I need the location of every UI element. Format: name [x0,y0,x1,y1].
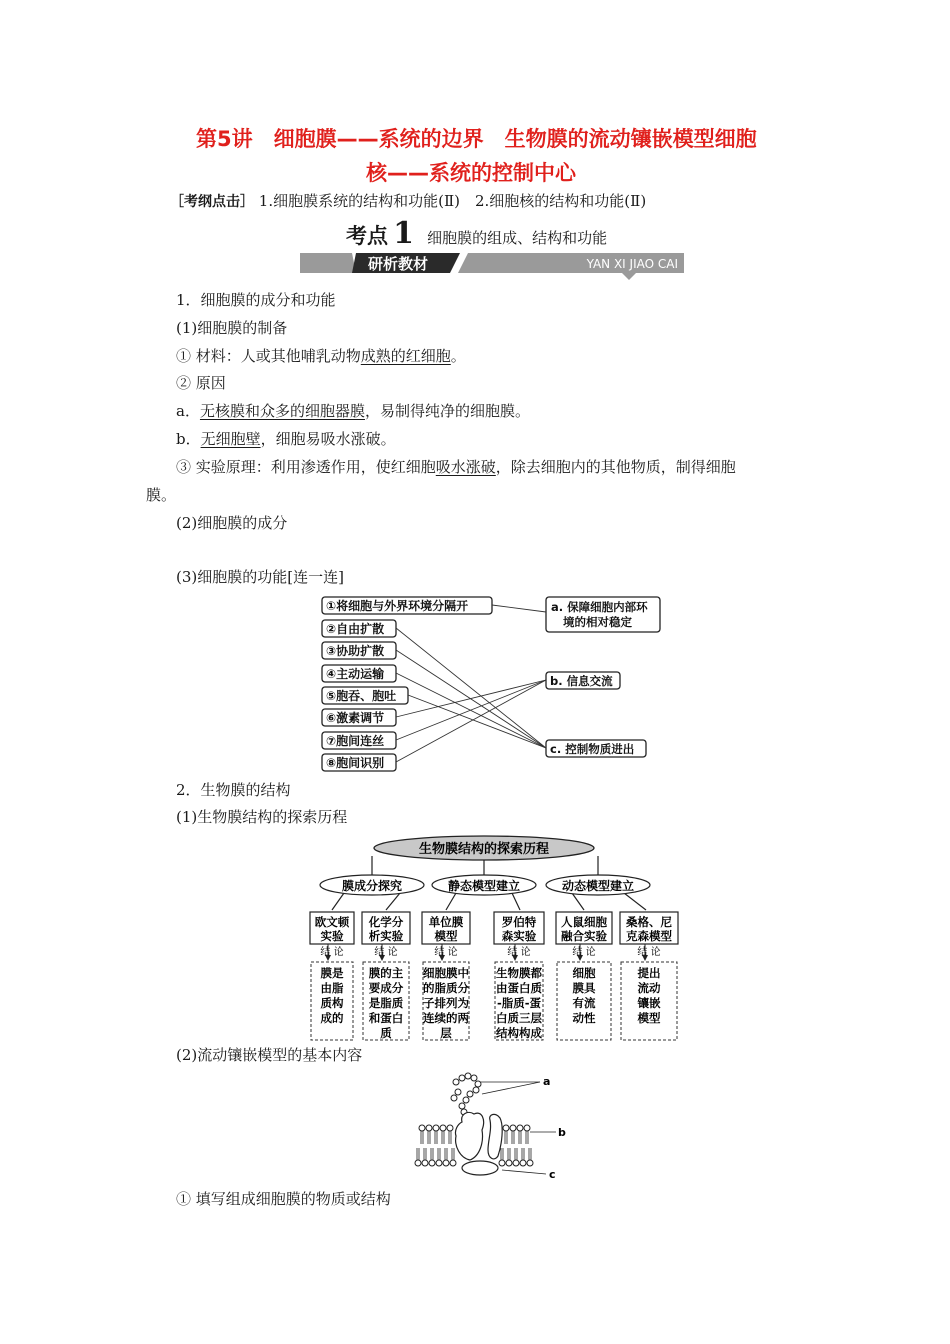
sec1-sub2: (2)细胞膜的成分 [176,514,288,532]
experiment-4-line-1: 罗伯特 [501,915,537,929]
principle-line [176,456,736,478]
connector-cat2-exp3 [446,893,456,910]
result-3-line-2: 的脂质分 [423,981,469,995]
category-1: 膜成分探究 [341,879,403,893]
phospholipid-top [447,1125,453,1144]
result-4-line-3: -脂质-蛋 [496,996,542,1010]
sec1-heading: 1．细胞膜的成分和功能 [176,291,336,309]
outline-line [170,190,646,213]
banner-left-bar [300,253,356,273]
right-item-a-line2: 境的相对稳定 [563,615,632,629]
sec1-sub1: (1)细胞膜的制备 [176,319,288,337]
left-item-5: ⑤胞吞、胞吐 [326,689,397,703]
right-item-b: b. 信息交流 [550,674,613,688]
result-2-line-3: 是脂质 [368,996,404,1010]
conclusion-label-4: 结 论 [507,947,531,958]
experiment-5-line-2: 融合实验 [561,929,607,943]
phospholipid-top [433,1125,439,1144]
sec2-heading: 2．生物膜的结构 [176,781,291,799]
result-3-line-3: 子排列为 [423,996,469,1010]
result-6-line-4: 模型 [637,1011,661,1025]
reason-b-answer: 无细胞壁 [200,430,261,448]
conclusion-label-6: 结 论 [637,947,661,958]
phospholipid-top [517,1125,523,1144]
page-title-line1: 第5讲 细胞膜——系统的边界 生物膜的流动镶嵌模型细胞 [196,127,757,151]
connector-cat1-exp2 [386,893,400,910]
connector-cat1-exp1 [332,893,344,910]
link-8-b [396,680,546,762]
result-5-line-4: 动性 [572,1011,596,1025]
phospholipid-top [510,1125,516,1144]
principle-cont: 膜。 [146,486,177,504]
embedded-protein [488,1114,502,1159]
matching-diagram [318,592,666,774]
phospholipid-top [440,1125,446,1144]
result-3-line-1: 细胞膜中 [423,966,469,980]
experiment-1-line-2: 实验 [320,929,344,943]
reason-a-post: ，易制得纯净的细胞膜。 [364,402,530,420]
reason-a-pre: a． [176,402,200,420]
outline-tag: ［考纲点击］ [170,194,254,210]
reason-a-answer: 无核膜和众多的细胞器膜 [199,402,365,420]
reason-line: ② 原因 [176,374,226,392]
label-a: a [543,1075,551,1088]
link-2-c [396,628,546,748]
reason-a-line [176,400,530,422]
experiment-2-line-1: 化学分 [368,915,404,929]
result-4-line-1: 生物膜都 [496,966,542,980]
reason-b-line [176,428,396,450]
right-item-c: c. 控制物质进出 [550,742,635,756]
connector-cat3-exp6 [624,893,646,910]
result-6-line-1: 提出 [637,966,661,980]
result-4-line-5: 结构构成 [496,1026,542,1040]
result-5-line-2: 膜具 [572,981,596,995]
result-5-line-1: 细胞 [572,966,596,980]
result-1-line-2: 由脂 [320,981,344,995]
phospholipid-bottom [443,1148,449,1166]
experiment-3-line-2: 模型 [434,929,458,943]
link-6-b [396,680,546,717]
banner-arrow [622,273,636,280]
left-item-3: ③协助扩散 [326,644,385,658]
result-1-line-4: 成的 [320,1011,344,1025]
result-5-line-3: 有流 [572,996,596,1010]
banner [300,251,684,283]
conclusion-label-1: 结 论 [320,947,344,958]
phospholipid-bottom [520,1148,526,1166]
label-c: c [549,1168,556,1181]
left-item-6: ⑥激素调节 [326,711,385,725]
banner-label: 研析教材 [367,255,429,273]
category-2: 静态模型建立 [447,879,521,893]
material-line [176,345,466,367]
experiment-5-line-1: 人鼠细胞 [561,915,607,929]
phospholipid-top [503,1125,509,1144]
material-pre: ① 材料：人或其他哺乳动物 [176,347,361,365]
sec2-fill: ① 填写组成细胞膜的物质或结构 [176,1190,391,1208]
history-diagram [300,832,686,1044]
root-label: 生物膜结构的探索历程 [418,842,550,857]
left-item-2: ②自由扩散 [326,622,385,636]
result-1-line-1: 膜是 [320,966,344,980]
left-item-7: ⑦胞间连丝 [326,734,385,748]
result-4-line-4: 白质三层 [496,1011,542,1025]
outline-items: 1.细胞膜系统的结构和功能(Ⅱ) 2.细胞核的结构和功能(Ⅱ) [258,192,647,210]
left-item-4: ④主动运输 [326,667,385,681]
phospholipid-top [426,1125,432,1144]
material-answer: 成熟的红细胞 [360,347,451,365]
reason-b-post: ，细胞易吸水涨破。 [260,430,396,448]
principle-answer: 吸水涨破 [435,458,496,476]
principle-pre: ③ 实验原理：利用渗透作用，使红细胞 [176,458,436,476]
banner-pinyin: YAN XI JIAO CAI [586,257,678,271]
reason-b-pre: b． [176,430,201,448]
phospholipid-bottom [506,1148,512,1166]
link-4-c [396,673,546,748]
phospholipid-bottom [436,1148,442,1166]
result-2-line-4: 和蛋白 [368,1011,404,1025]
connector-cat2-exp4 [512,893,520,910]
principle-post: ，除去细胞内的其他物质，制得细胞 [495,458,736,476]
result-3-line-5: 层 [440,1026,452,1040]
category-3: 动态模型建立 [561,879,635,893]
label-b: b [558,1126,566,1139]
connector-cat3-exp5 [572,893,584,910]
conclusion-label-5: 结 论 [572,947,596,958]
result-3-line-4: 连续的两 [423,1011,469,1025]
page-title-line2: 核——系统的控制中心 [366,161,576,185]
left-item-8: ⑧胞间识别 [326,756,385,770]
experiment-6-line-1: 桑格、尼 [626,915,672,929]
left-item-1: ①将细胞与外界环境分隔开 [326,599,469,613]
kaodian-heading [346,216,607,251]
membrane-diagram [410,1070,580,1182]
result-2-line-1: 膜的主 [368,966,404,980]
experiment-3-line-1: 单位膜 [428,915,464,929]
sec1-sub3: (3)细胞膜的功能[连一连] [176,568,344,586]
result-6-line-2: 流动 [637,981,661,995]
result-2-line-5: 质 [380,1026,392,1040]
experiment-6-line-2: 克森模型 [626,929,672,943]
kaodian-label: 考点 [346,224,388,248]
leader-a2 [482,1082,540,1094]
glycoprotein-chain [451,1073,481,1119]
phospholipid-bottom [415,1148,421,1166]
material-post: 。 [450,347,466,365]
sec2-sub1: (1)生物膜结构的探索历程 [176,808,348,826]
result-2-line-2: 要成分 [368,981,404,995]
result-1-line-3: 质构 [320,996,344,1010]
kaodian-text: 细胞膜的组成、结构和功能 [427,229,608,247]
peripheral-protein [462,1161,498,1175]
experiment-2-line-2: 析实验 [368,929,404,943]
conclusion-label-2: 结 论 [374,947,398,958]
phospholipid-top [419,1125,425,1144]
transmembrane-protein [455,1112,483,1160]
result-4-line-2: 由蛋白质 [496,981,542,995]
right-item-a-line1: a. 保障细胞内部环 [551,600,648,614]
experiment-4-line-2: 森实验 [501,929,537,943]
phospholipid-top [524,1125,530,1144]
phospholipid-bottom [450,1148,456,1166]
conclusion-label-3: 结 论 [434,947,458,958]
phospholipid-bottom [513,1148,519,1166]
result-6-line-3: 镶嵌 [637,996,661,1010]
link-1-a [492,605,546,612]
sec2-sub2: (2)流动镶嵌模型的基本内容 [176,1046,363,1064]
experiment-1-line-1: 欧文顿 [314,915,350,929]
phospholipid-bottom [429,1148,435,1166]
kaodian-number: 1 [393,216,414,251]
history-columns [310,912,678,1040]
leader-c [502,1170,546,1174]
phospholipid-bottom [527,1148,533,1166]
phospholipid-bottom [422,1148,428,1166]
link-7-b [396,680,546,740]
